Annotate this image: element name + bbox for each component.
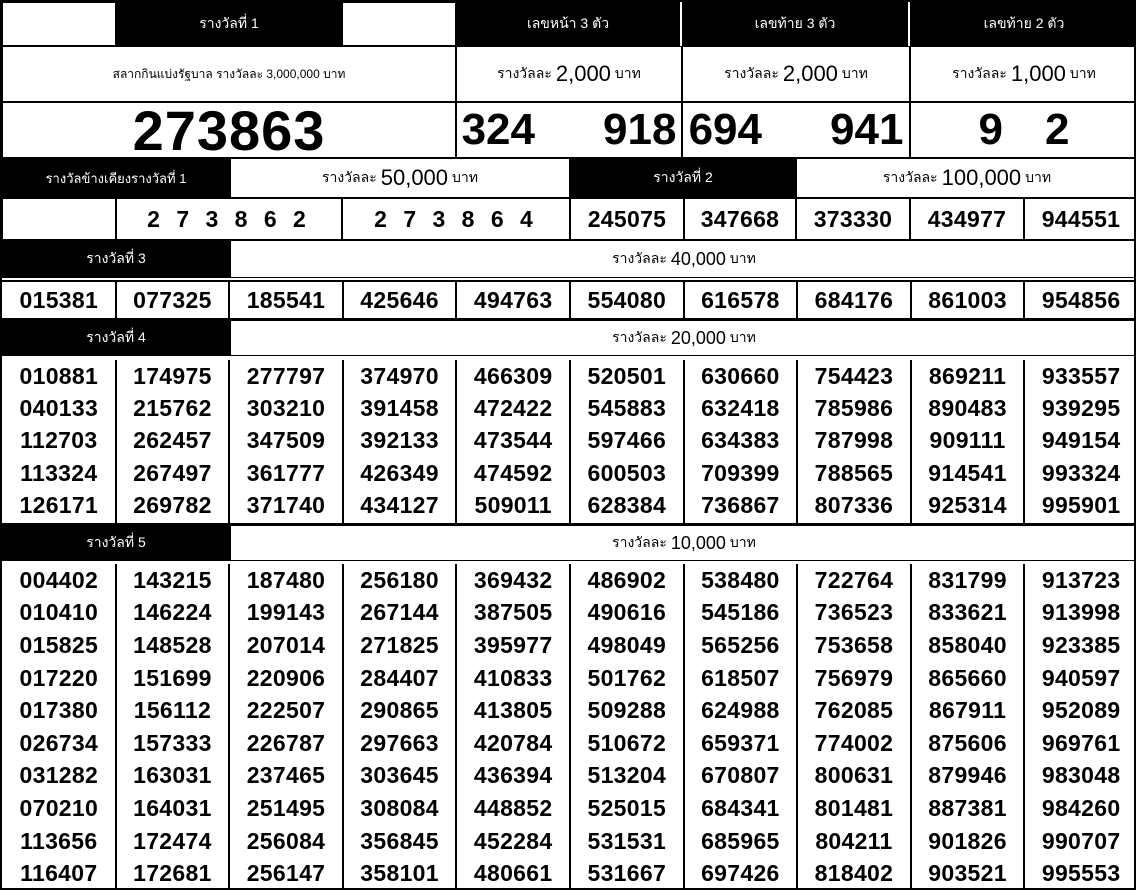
- prize4-number: 939295: [1041, 395, 1121, 422]
- caption-unit: บาท: [729, 250, 756, 266]
- prize5-number: 887381: [928, 794, 1007, 821]
- caption-unit: บาท: [614, 65, 641, 81]
- prize5-number: 256180: [360, 566, 439, 593]
- prize3-number: 185541: [246, 286, 326, 313]
- prize4-number: 215762: [133, 395, 212, 422]
- prize4-number: 474592: [473, 459, 553, 486]
- prize5-number: 513204: [587, 762, 667, 789]
- prize5-number: 800631: [814, 762, 894, 789]
- prize4-number: 632418: [701, 395, 780, 422]
- back2-number: [910, 102, 1136, 158]
- near1-number: 2 7 3 8 6 4: [342, 198, 570, 240]
- prize4-number: 426349: [360, 459, 439, 486]
- prize5-number: 222507: [246, 697, 326, 724]
- prize5-number: 858040: [928, 631, 1007, 658]
- caption-prefix: รางวัลละ: [612, 329, 667, 345]
- back3-number: 694: [688, 105, 762, 154]
- column-divider: [910, 564, 912, 890]
- column-divider: [569, 564, 571, 890]
- near1-title: รางวัลข้างเคียงรางวัลที่ 1: [2, 158, 230, 198]
- prize5-number: 969761: [1041, 729, 1121, 756]
- column-divider: [683, 564, 685, 890]
- caption-unit: บาท: [729, 329, 756, 345]
- column-divider: [228, 360, 230, 523]
- prize5-number: 395977: [473, 631, 553, 658]
- prize5-number: 448852: [473, 794, 553, 821]
- prize5-number: 510672: [587, 729, 667, 756]
- prize2-caption: [796, 158, 1136, 198]
- prize5-number: 624988: [701, 697, 780, 724]
- prize2-title: รางวัลที่ 2: [570, 158, 796, 198]
- back2-digit: 9: [978, 105, 1003, 154]
- blank-cell: [2, 198, 116, 240]
- prize5-number: 774002: [814, 729, 894, 756]
- prize5-number: 831799: [928, 566, 1007, 593]
- column-divider: [115, 280, 117, 318]
- prize5-number: 271825: [360, 631, 439, 658]
- prize5-number: 356845: [360, 827, 439, 854]
- front3-number: 324: [461, 105, 535, 154]
- prize5-number: 251495: [246, 794, 326, 821]
- prize5-number: 070210: [19, 794, 99, 821]
- column-divider: [569, 360, 571, 523]
- prize4-number: 993324: [1041, 459, 1121, 486]
- prize5-number: 865660: [928, 664, 1007, 691]
- prize1-number: 273863: [2, 102, 456, 158]
- prize5-number: 804211: [815, 827, 893, 854]
- column-divider: [569, 280, 571, 318]
- prize5-title: รางวัลที่ 5: [2, 525, 230, 561]
- prize4-title: รางวัลที่ 4: [2, 320, 230, 356]
- prize5-number: 413805: [473, 697, 553, 724]
- prize4-number: 174975: [133, 362, 212, 389]
- caption-prefix: รางวัลละ: [952, 65, 1007, 81]
- prize5-number: 903521: [928, 860, 1007, 887]
- column-divider: [683, 360, 685, 523]
- prize2-number: 347668: [684, 198, 796, 240]
- front3-number: 918: [603, 105, 677, 154]
- prize5-number: 387505: [473, 599, 553, 626]
- prize4-number: 520501: [587, 362, 667, 389]
- prize4-number: 040133: [19, 395, 99, 422]
- prize4-number: 473544: [473, 427, 553, 454]
- caption-unit: บาท: [841, 65, 868, 81]
- prize5-number: 525015: [587, 794, 667, 821]
- column-divider: [228, 280, 230, 318]
- prize5-number: 867911: [928, 697, 1007, 724]
- prize5-number: 995553: [1041, 860, 1121, 887]
- caption-amount: 100,000: [941, 165, 1022, 190]
- near1-number: 2 7 3 8 6 2: [116, 198, 342, 240]
- prize4-number: 269782: [133, 492, 212, 519]
- caption-prefix: รางวัลละ: [882, 169, 938, 185]
- prize3-number: 684176: [814, 286, 894, 313]
- prize5-number: 226787: [246, 729, 326, 756]
- prize5-number: 659371: [701, 729, 780, 756]
- column-divider: [1023, 280, 1025, 318]
- prize4-number: 010881: [19, 362, 99, 389]
- column-divider: [455, 280, 457, 318]
- prize5-number: 026734: [19, 729, 99, 756]
- prize5-number: 952089: [1041, 697, 1121, 724]
- prize4-number: 890483: [928, 395, 1007, 422]
- blank-cell: [342, 2, 456, 46]
- prize4-number: 995901: [1041, 492, 1121, 519]
- prize3-number: 425646: [360, 286, 439, 313]
- prize5-number: 480661: [473, 860, 553, 887]
- caption-amount: 2,000: [782, 61, 838, 86]
- caption-amount: 10,000: [670, 532, 726, 553]
- prize4-number: 788565: [814, 459, 894, 486]
- prize5-number: 358101: [360, 860, 439, 887]
- prize3-number: 861003: [928, 286, 1007, 313]
- prize5-number: 531531: [587, 827, 667, 854]
- prize4-number: 303210: [246, 395, 326, 422]
- prize5-number: 913723: [1041, 566, 1121, 593]
- front3-numbers: [456, 102, 682, 158]
- prize5-number: 369432: [473, 566, 553, 593]
- back2-header: เลขท้าย 2 ตัว: [910, 2, 1136, 46]
- prize5-number: 531667: [587, 860, 667, 887]
- caption-unit: บาท: [1025, 169, 1052, 185]
- caption-prefix: รางวัลละ: [497, 65, 552, 81]
- prize5-number: 940597: [1041, 664, 1121, 691]
- prize5-number: 220906: [246, 664, 326, 691]
- caption-prefix: รางวัลละ: [724, 65, 779, 81]
- prize5-number: 017220: [19, 664, 99, 691]
- prize3-caption: [230, 240, 1136, 278]
- prize4-number: 472422: [473, 395, 553, 422]
- prize4-number: 933557: [1041, 362, 1121, 389]
- caption-prefix: รางวัลละ: [612, 250, 667, 266]
- prize5-number: 410833: [473, 664, 553, 691]
- prize5-number: 148528: [133, 631, 212, 658]
- column-divider: [228, 564, 230, 890]
- prize4-number: 113324: [20, 459, 98, 486]
- prize5-number: 256084: [246, 827, 326, 854]
- back3-caption: [682, 46, 910, 102]
- prize5-number: 501762: [587, 664, 667, 691]
- prize5-number: 901826: [928, 827, 1007, 854]
- prize5-number: 923385: [1041, 631, 1121, 658]
- prize5-number: 151699: [133, 664, 212, 691]
- prize5-number: 490616: [587, 599, 667, 626]
- prize5-number: 290865: [360, 697, 439, 724]
- column-divider: [455, 564, 457, 890]
- prize5-number: 116407: [20, 860, 98, 887]
- prize5-number: 509288: [587, 697, 667, 724]
- prize3-number: 554080: [587, 286, 667, 313]
- prize3-number: 954856: [1041, 286, 1121, 313]
- prize5-number: 756979: [814, 664, 894, 691]
- prize5-number: 256147: [246, 860, 326, 887]
- prize5-number: 113656: [20, 827, 98, 854]
- prize5-number: 762085: [814, 697, 894, 724]
- prize5-number: 984260: [1041, 794, 1121, 821]
- prize5-number: 237465: [246, 762, 326, 789]
- prize5-number: 722764: [814, 566, 894, 593]
- prize4-number: 374970: [360, 362, 439, 389]
- prize4-number: 634383: [701, 427, 780, 454]
- prize5-number: 818402: [814, 860, 894, 887]
- prize3-number: 077325: [133, 286, 212, 313]
- prize5-number: 618507: [701, 664, 780, 691]
- prize4-number: 630660: [701, 362, 780, 389]
- column-divider: [115, 564, 117, 890]
- prize5-number: 565256: [701, 631, 780, 658]
- caption-unit: บาท: [729, 534, 756, 550]
- prize1-header: รางวัลที่ 1: [116, 2, 342, 46]
- prize4-number: 754423: [814, 362, 894, 389]
- back2-digit: 2: [1045, 105, 1070, 154]
- prize5-number: 983048: [1041, 762, 1121, 789]
- prize4-number: 392133: [360, 427, 439, 454]
- prize5-number: 284407: [360, 664, 439, 691]
- prize5-number: 670807: [701, 762, 780, 789]
- column-divider: [796, 360, 798, 523]
- prize5-number: 875606: [928, 729, 1007, 756]
- prize5-number: 172681: [133, 860, 212, 887]
- front3-caption: [456, 46, 682, 102]
- prize4-caption: [230, 320, 1136, 356]
- prize5-number: 452284: [473, 827, 553, 854]
- prize5-number: 684341: [701, 794, 780, 821]
- column-divider: [342, 360, 344, 523]
- prize4-number: 807336: [814, 492, 894, 519]
- column-divider: [796, 564, 798, 890]
- prize4-number: 361777: [246, 459, 326, 486]
- prize5-number: 267144: [360, 599, 439, 626]
- blank-cell: [2, 2, 116, 46]
- prize3-number: 494763: [473, 286, 553, 313]
- prize5-number: 146224: [133, 599, 212, 626]
- prize5-number: 486902: [587, 566, 667, 593]
- prize4-number: 909111: [929, 427, 1006, 454]
- prize5-number: 913998: [1041, 599, 1121, 626]
- prize5-number: 156112: [133, 697, 212, 724]
- prize5-number: 498049: [587, 631, 667, 658]
- prize4-number: 709399: [701, 459, 780, 486]
- caption-amount: 40,000: [670, 248, 726, 269]
- prize5-number: 004402: [19, 566, 99, 593]
- prize5-number: 017380: [19, 697, 99, 724]
- prize5-number: 163031: [133, 762, 212, 789]
- near1-caption: [230, 158, 570, 198]
- prize5-number: 010410: [19, 599, 99, 626]
- prize5-number: 187480: [246, 566, 326, 593]
- prize2-number: 434977: [910, 198, 1024, 240]
- prize4-number: 466309: [473, 362, 553, 389]
- prize4-number: 545883: [587, 395, 667, 422]
- column-divider: [1023, 564, 1025, 890]
- prize5-number: 207014: [246, 631, 326, 658]
- back3-numbers: [682, 102, 910, 158]
- prize5-number: 697426: [701, 860, 780, 887]
- prize4-number: 371740: [246, 492, 326, 519]
- column-divider: [342, 280, 344, 318]
- prize4-number: 391458: [360, 395, 439, 422]
- column-divider: [910, 280, 912, 318]
- prize4-number: 628384: [587, 492, 667, 519]
- prize5-number: 297663: [360, 729, 439, 756]
- column-divider: [342, 564, 344, 890]
- prize2-number: 944551: [1024, 198, 1136, 240]
- prize3-number: 015381: [19, 286, 99, 313]
- prize5-number: 990707: [1041, 827, 1121, 854]
- caption-unit: บาท: [1069, 65, 1096, 81]
- prize4-number: 277797: [246, 362, 326, 389]
- prize4-number: 262457: [133, 427, 212, 454]
- prize5-number: 420784: [473, 729, 553, 756]
- prize4-number: 509011: [474, 492, 552, 519]
- prize4-number: 787998: [814, 427, 894, 454]
- back3-header: เลขท้าย 3 ตัว: [682, 2, 910, 46]
- prize2-number: 373330: [796, 198, 910, 240]
- column-divider: [1023, 360, 1025, 523]
- prize5-number: 308084: [360, 794, 439, 821]
- prize3-title: รางวัลที่ 3: [2, 240, 230, 278]
- back2-caption: [910, 46, 1136, 102]
- caption-prefix: รางวัลละ: [321, 169, 377, 185]
- prize4-number: 267497: [133, 459, 212, 486]
- prize5-number: 736523: [814, 599, 894, 626]
- column-divider: [796, 280, 798, 318]
- prize4-number: 736867: [701, 492, 780, 519]
- prize5-number: 157333: [133, 729, 212, 756]
- prize5-caption: [230, 525, 1136, 561]
- prize4-number: 914541: [928, 459, 1007, 486]
- prize5-number: 801481: [814, 794, 894, 821]
- prize5-number: 833621: [928, 599, 1007, 626]
- prize5-number: 199143: [246, 599, 326, 626]
- prize4-number: 126171: [19, 492, 99, 519]
- prize4-number: 434127: [360, 492, 439, 519]
- prize4-number: 785986: [814, 395, 894, 422]
- column-divider: [115, 360, 117, 523]
- prize4-number: 925314: [928, 492, 1007, 519]
- prize4-number: 600503: [587, 459, 667, 486]
- back3-number: 941: [830, 105, 904, 154]
- caption-amount: 50,000: [380, 165, 449, 190]
- prize5-number: 538480: [701, 566, 780, 593]
- prize2-number: 245075: [570, 198, 684, 240]
- prize4-number: 949154: [1041, 427, 1121, 454]
- prize3-number: 616578: [701, 286, 780, 313]
- caption-prefix: รางวัลละ: [612, 534, 667, 550]
- prize5-number: 545186: [701, 599, 780, 626]
- prize5-number: 879946: [928, 762, 1007, 789]
- prize4-number: 869211: [928, 362, 1007, 389]
- caption-amount: 20,000: [670, 327, 726, 348]
- prize5-number: 164031: [133, 794, 212, 821]
- prize5-number: 172474: [133, 827, 212, 854]
- prize5-number: 303645: [360, 762, 439, 789]
- prize5-number: 143215: [133, 566, 212, 593]
- column-divider: [455, 360, 457, 523]
- prize1-caption: สลากกินแบ่งรัฐบาล รางวัลละ 3,000,000 บาท: [2, 46, 456, 102]
- caption-amount: 1,000: [1010, 61, 1066, 86]
- prize5-number: 015825: [19, 631, 99, 658]
- prize5-number: 685965: [701, 827, 780, 854]
- prize4-number: 112703: [20, 427, 98, 454]
- column-divider: [910, 360, 912, 523]
- prize4-number: 597466: [587, 427, 667, 454]
- prize5-number: 436394: [473, 762, 553, 789]
- front3-header: เลขหน้า 3 ตัว: [456, 2, 682, 46]
- prize5-number: 031282: [19, 762, 99, 789]
- prize5-number: 753658: [814, 631, 894, 658]
- caption-unit: บาท: [452, 169, 479, 185]
- prize4-number: 347509: [246, 427, 326, 454]
- column-divider: [683, 280, 685, 318]
- caption-amount: 2,000: [555, 61, 611, 86]
